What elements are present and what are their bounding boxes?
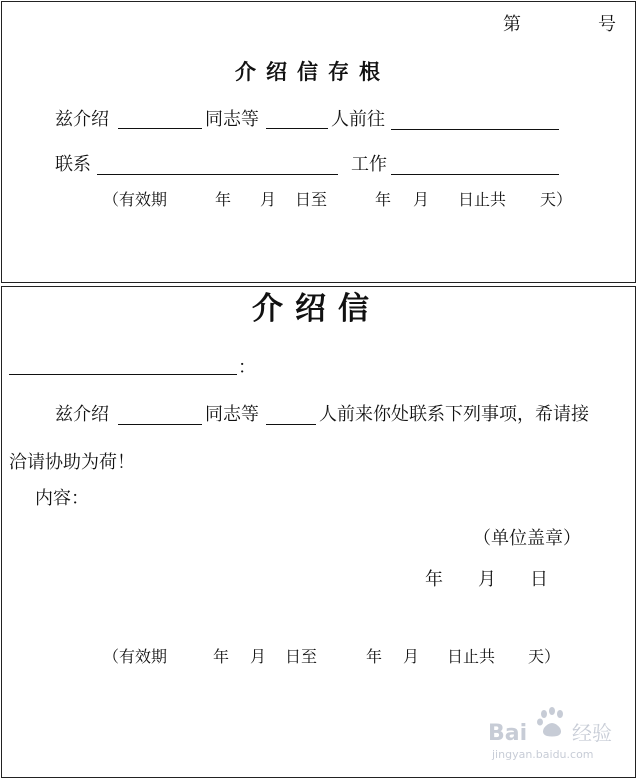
stub-validity-end: 日止共 [458,190,507,209]
stub-comrades-label: 同志等 [205,109,259,130]
watermark-brand: Bai [488,721,528,746]
letter-name-field[interactable] [118,424,202,425]
letter-comrades-label: 同志等 [205,404,259,425]
watermark-url: jingyan.baidu.com [492,748,594,761]
letter-body-closing: 洽请协助为荷！ [9,452,135,473]
stub-name-field[interactable] [118,128,202,129]
baidu-paw-icon [486,706,626,766]
stub-validity-year2: 年 [375,190,392,209]
stub-validity-days: 天） [540,190,573,209]
letter-validity-days: 天） [528,647,561,666]
letter-intro-label: 兹介绍 [55,404,109,425]
watermark-brand2: 经验 [572,721,612,745]
stub-contact-label: 联系 [55,154,91,175]
number-suffix: 号 [598,14,616,35]
content-label: 内容： [35,488,89,509]
letter-body-text: 人前来你处联系下列事项，希请接 [319,404,589,425]
stub-destination-field[interactable] [391,129,559,130]
letter-title: 介绍信 [252,291,381,327]
number-prefix: 第 [503,14,521,35]
seal-label: （单位盖章） [473,528,581,549]
stub-validity-open: （有效期 [103,190,168,209]
date-day: 日 [530,569,548,590]
stub-title: 介绍信存根 [235,59,390,84]
stub-work-label: 工作 [351,154,387,175]
stub-contact-field[interactable] [97,174,338,175]
date-month: 月 [478,569,496,590]
letter-validity-year1: 年 [213,647,230,666]
letter-validity-month2: 月 [403,647,420,666]
letter-validity-end: 日止共 [447,647,496,666]
recipient-field[interactable] [9,374,237,375]
stub-work-field[interactable] [391,174,559,175]
letter-count-field[interactable] [266,424,316,425]
letter-validity-open: （有效期 [103,647,168,666]
baidu-watermark [486,706,626,766]
stub-section [1,1,636,283]
stub-intro-label: 兹介绍 [55,109,109,130]
stub-validity-month1: 月 [260,190,277,209]
stub-count-field[interactable] [266,128,328,129]
date-year: 年 [425,569,443,590]
stub-goto-label: 人前往 [331,109,385,130]
letter-validity-month1: 月 [250,647,267,666]
letter-validity-year2: 年 [366,647,383,666]
stub-validity-to: 日至 [295,190,328,209]
letter-validity-to: 日至 [285,647,318,666]
recipient-colon: ： [238,357,256,378]
stub-validity-year1: 年 [215,190,232,209]
stub-validity-month2: 月 [413,190,430,209]
